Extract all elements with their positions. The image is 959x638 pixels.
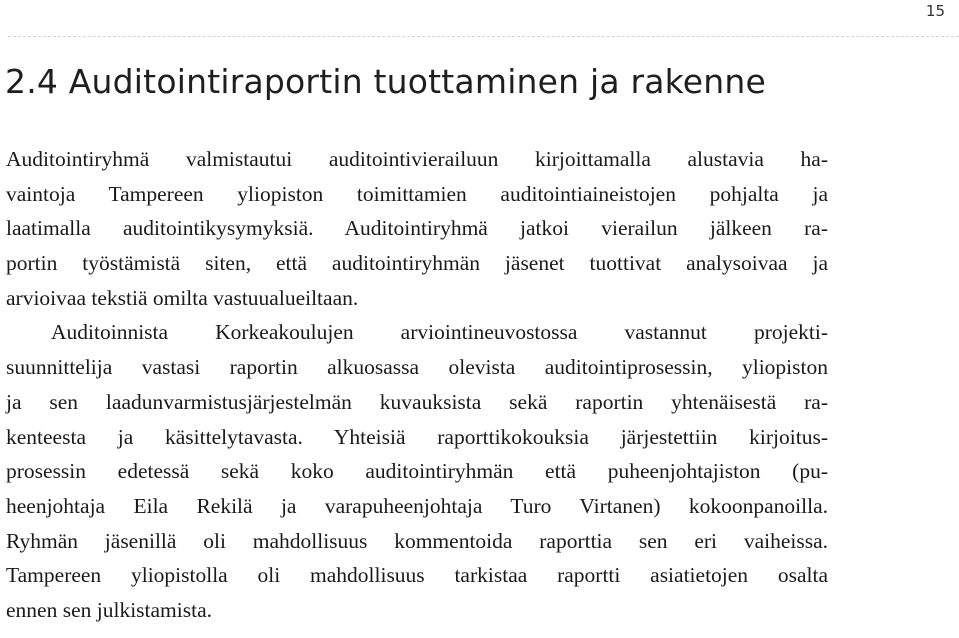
text-line: vaintoja Tampereen yliopiston toimittamien auditointiaineistojen pohjalta ja xyxy=(6,181,828,206)
text-line: Auditoinnista Korkeakoulujen arviointineuvostossa vastannut projekti- xyxy=(51,320,828,345)
text-line: kenteesta ja käsittelytavasta. Yhteisiä raporttikokouksia järjestettiin kirjoitus- xyxy=(6,424,828,449)
text-line: ennen sen julkistamista. xyxy=(6,597,213,622)
paragraph-2 xyxy=(6,315,828,627)
text-line: laatimalla auditointikysymyksiä. Auditointiryhmä jatkoi vierailun jälkeen ra- xyxy=(6,216,828,241)
text-line: suunnittelija vastasi raportin alkuosassa olevista auditointiprosessin, yliopiston xyxy=(6,355,828,380)
header-rule xyxy=(8,36,959,37)
text-line: Tampereen yliopistolla oli mahdollisuus tarkistaa raportti asiatietojen osalta xyxy=(6,563,828,588)
body-text xyxy=(6,142,828,628)
text-line: portin työstämistä siten, että auditointiryhmän jäsenet tuottivat analysoivaa ja xyxy=(6,251,828,276)
text-line: prosessin edetessä sekä koko auditointiryhmän että puheenjohtajiston (pu- xyxy=(6,459,828,484)
text-line: Ryhmän jäsenillä oli mahdollisuus kommentoida raporttia sen eri vaiheissa. xyxy=(6,528,828,553)
text-line: ja sen laadunvarmistusjärjestelmän kuvauksista sekä raportin yhtenäisestä ra- xyxy=(6,389,828,414)
text-line: heenjohtaja Eila Rekilä ja varapuheenjohtaja Turo Virtanen) kokoonpanoilla. xyxy=(6,493,828,518)
text-line: Auditointiryhmä valmistautui auditointivierailuun kirjoittamalla alustavia ha- xyxy=(6,147,828,171)
section-heading: 2.4 Auditointiraportin tuottaminen ja rakenne xyxy=(5,62,767,101)
paragraph-1 xyxy=(6,142,828,315)
text-line: arvioivaa tekstiä omilta vastuualueiltaan. xyxy=(6,285,359,310)
page-number: 15 xyxy=(925,2,945,20)
